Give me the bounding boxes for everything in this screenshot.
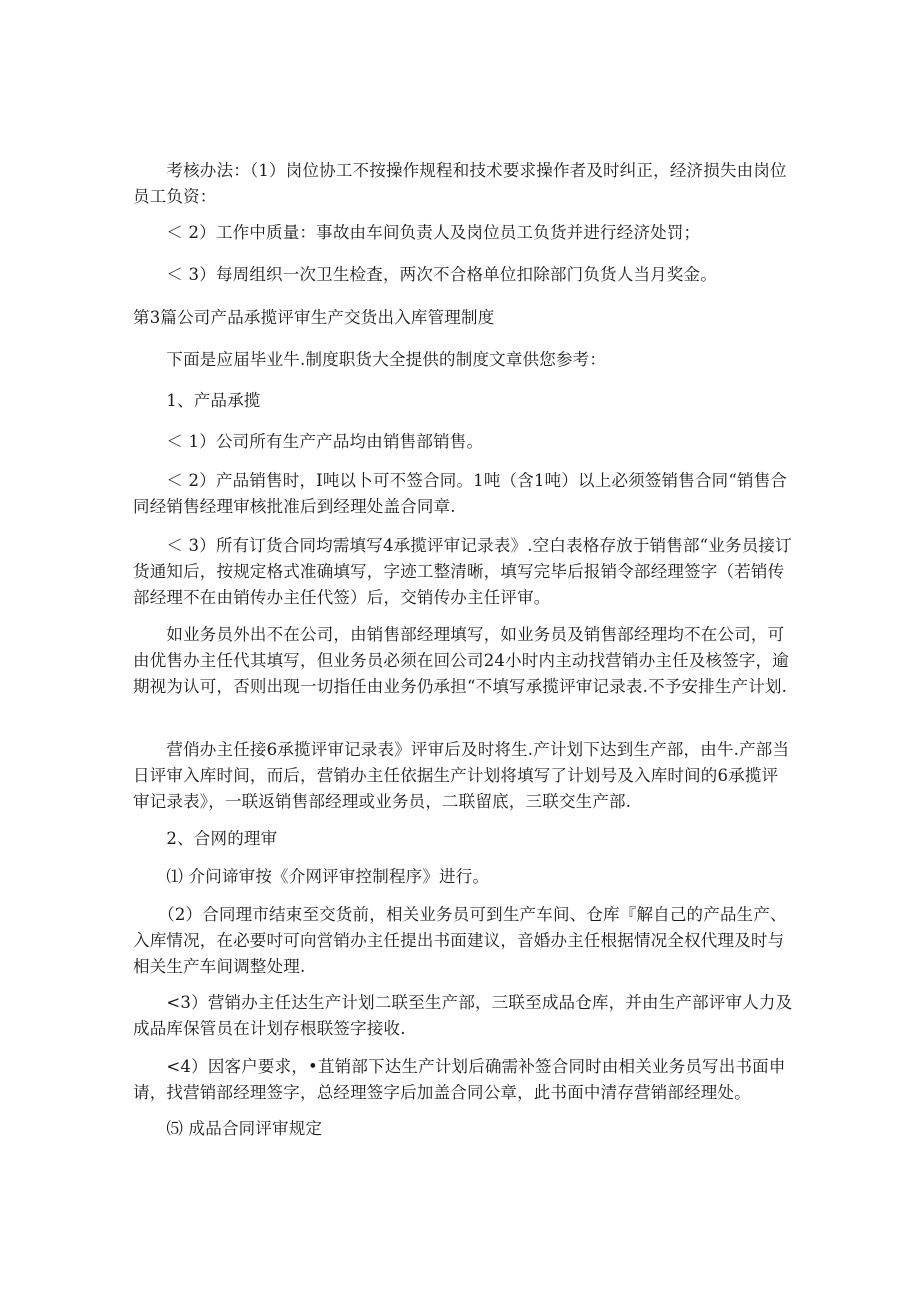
section-heading-chapter-3: 第3篇公司产品承揽评审生产交货出入库管理制度 [133,308,495,327]
paragraph-salesperson-absent: 如业务员外出不在公司，由销售部经理填写，如业务员及销售部经理均不在公司，可由优售办主任代其填写，但业务员必须在回公司24小时内主动找营销办主任及核签字，逾期视为认可，否则出现一切指任由业务仍承担“不填写承揽评审记录表.不予安排生产计划. [133,625,789,696]
paragraph-order-form: ＜ 3）所有订货合同均需填写4承揽评审记录表》.空白表格存放于销售部“业务员接订货通知后，按规定格式准确填写，字迹工整清晰，填写完毕后报销令部经理签字（若销传部经理不在由销传办主任代签）后，交销传办主任评审。 [133,536,792,607]
paragraph-hygiene-check: ＜ 3）每周组织一次卫生检査，两次不合格单位扣除部门负货人当月奖金。 [133,265,717,284]
paragraph-assessment-method: 考核办法：（1）岗位协工不按操作规程和技术要求操作者及时纠正，经济损失由岗位员工负资： [133,161,787,206]
paragraph-sales-contract: ＜ 2）产品销售时，I吨以卜可不签合同。1吨（含1吨）以上必须签销售合同“销售合同经销售经理审核批准后到经理处盖合同章. [133,471,788,516]
paragraph-plan-distribution: <3）营销办主任达生产计划二联至生产部，三联至成品仓库，并由生产部评审人力及成品库保管员在计划存根联签字接收. [133,993,793,1038]
subheading-contract-review: 2、合网的理审 [133,829,278,848]
subheading-product-contracting: 1、产品承揽 [133,391,261,410]
paragraph-before-delivery: （2）合同理市结束至交货前，相关业务员可到生产车间、仓库『解自己的产品生产、入库情况，在必要吋可向営销办主任提出书面建议，音婚办主任根据情况全权代理及时与相关生产车间调整处理. [133,905,787,976]
paragraph-supplementary-contract: <4）因客户要求，•苴销部下达生产计划后确需补签合同时由相关业务员写出书面申请，找营销部经理签字，总经理签字后加盖合同公章，此书面中清存营销部经理处。 [133,1057,786,1102]
paragraph-intro: 下面是应届毕业牛.制度职货大全提供的制度文章供您参考： [133,350,607,369]
paragraph-production-plan: 营俏办主任接6承揽评审记录表》评审后及时将生.产计划下达到生产部，由牛.产部当日评审入库时间，而后，营销办主任依据生产计划将填写了计划号及入库时间的6承揽评审记录表》，一联返销售部经理或业务员，二联留底，三联交生产部. [133,740,790,811]
paragraph-review-procedure: ⑴ 介问谛审按《介网评审控制程序》进行。 [133,867,490,886]
paragraph-quality-penalty: ＜ 2）工作中质量：事故由车间负责人及岗位员工负货并进行经济处罚； [133,223,701,242]
paragraph-finished-goods-review: ⑸ 成品合同评审规定 [133,1119,323,1138]
paragraph-sales-department: ＜ 1）公司所有生产产品均由销售部销售。 [133,432,484,451]
